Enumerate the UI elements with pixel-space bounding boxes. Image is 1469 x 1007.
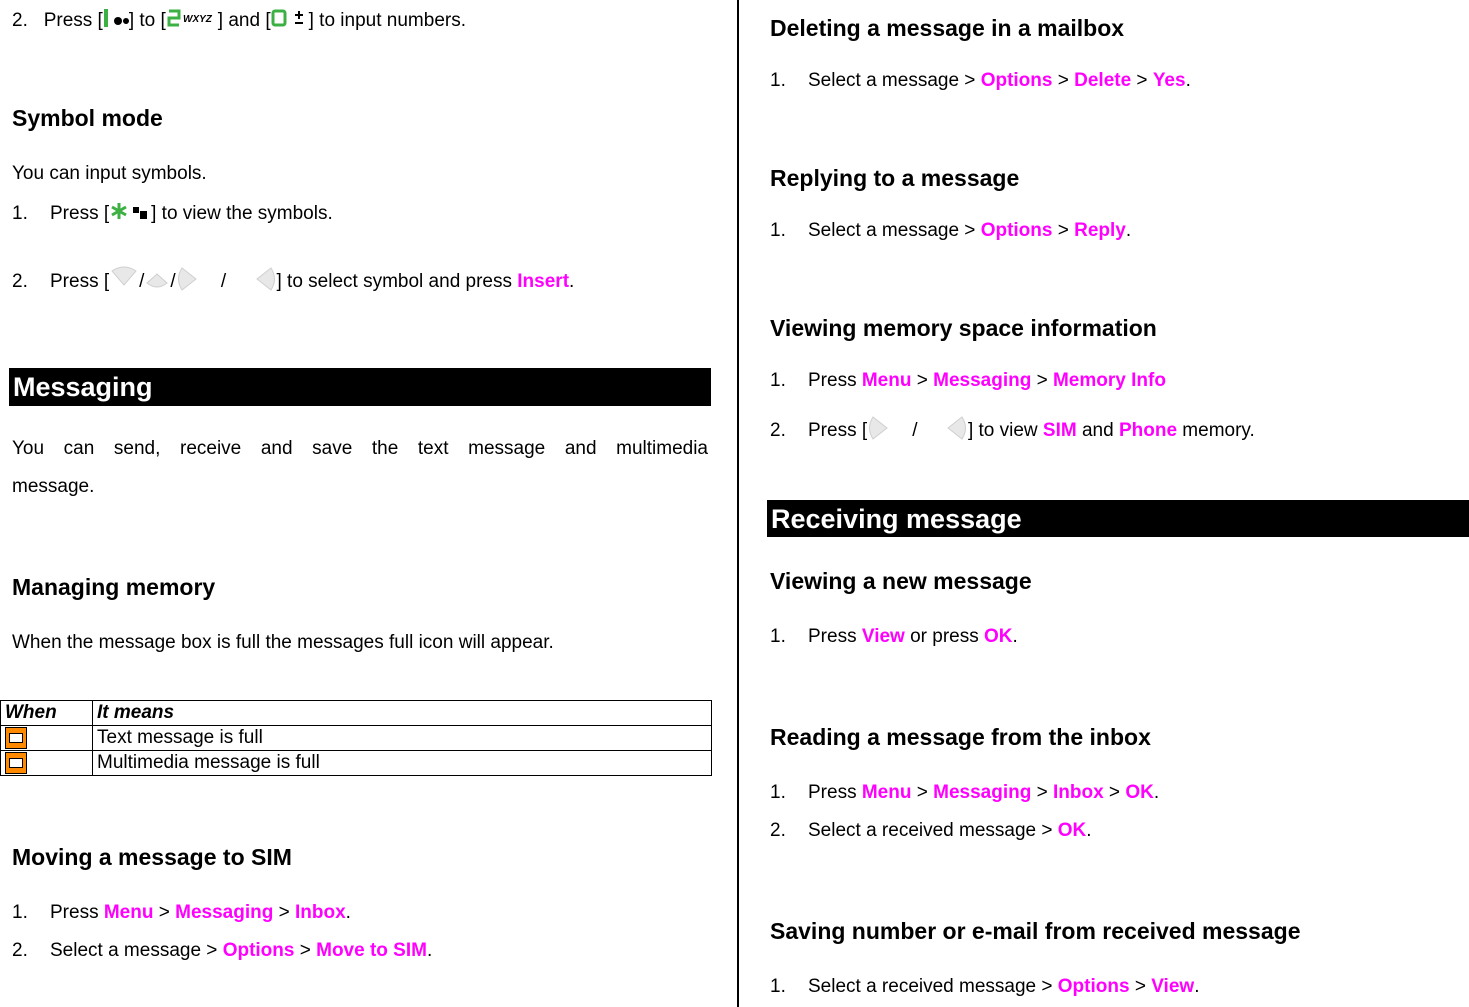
navigation-right-icon — [253, 265, 277, 299]
key-1-icon — [103, 8, 129, 34]
receiving-message-section-bar: Receiving message — [767, 500, 1469, 537]
navigation-left-icon — [867, 414, 891, 448]
table-row — [1, 726, 712, 751]
table-cell-meaning: Text message is full — [93, 726, 712, 751]
navigation-right-icon — [944, 414, 968, 448]
multimedia-message-full-icon — [5, 752, 27, 774]
memory-info-heading: Viewing memory space information — [770, 315, 1157, 341]
table-cell-meaning: Multimedia message is full — [93, 751, 712, 776]
new-message-step-1: 1. Press View or press OK. — [770, 626, 1018, 647]
managing-memory-heading: Managing memory — [12, 574, 216, 600]
star-key-icon — [109, 201, 151, 227]
deleting-step-1: 1. Select a message > Options > Delete > Yes. — [770, 70, 1191, 91]
saving-number-heading: Saving number or e-mail from received message — [770, 918, 1301, 944]
symbol-mode-heading: Symbol mode — [12, 105, 163, 131]
messaging-description-line-1: You can send, receive and save the text message and multimedia — [12, 438, 708, 459]
symbol-step-2: 2. Press [ / / / ] to select symbol and press Insert. — [12, 265, 574, 299]
key-9-wxyz-icon — [166, 8, 218, 34]
managing-memory-description: When the message box is full the messages full icon will appear. — [12, 632, 554, 653]
moving-step-1: 1. Press Menu > Messaging > Inbox. — [12, 902, 351, 923]
memory-full-table — [0, 700, 712, 776]
saving-step-1: 1. Select a received message > Options > View. — [770, 976, 1200, 997]
table-row — [1, 751, 712, 776]
navigation-down-icon — [144, 269, 170, 295]
inbox-step-1: 1. Press Menu > Messaging > Inbox > OK. — [770, 782, 1160, 803]
moving-step-2: 2. Select a message > Options > Move to SIM. — [12, 940, 433, 961]
messaging-section-bar: Messaging — [9, 368, 711, 406]
navigation-left-icon — [176, 265, 200, 299]
memory-step-1: 1. Press Menu > Messaging > Memory Info — [770, 370, 1166, 391]
messaging-description-line-2: message. — [12, 476, 95, 497]
deleting-message-heading: Deleting a message in a mailbox — [770, 15, 1125, 41]
viewing-new-message-heading: Viewing a new message — [770, 568, 1032, 594]
key-0-icon — [271, 8, 309, 34]
step-number: 2. — [12, 10, 28, 32]
symbol-step-1: 1. Press [ ] to view the symbols. — [12, 201, 333, 227]
reading-inbox-heading: Reading a message from the inbox — [770, 724, 1151, 750]
table-header-row — [1, 701, 712, 726]
text-message-full-icon — [5, 727, 27, 749]
svg-text:WXYZ: WXYZ — [182, 14, 212, 25]
column-divider — [737, 0, 739, 1007]
replying-step-1: 1. Select a message > Options > Reply. — [770, 220, 1132, 241]
inbox-step-2: 2. Select a received message > OK. — [770, 820, 1092, 841]
replying-message-heading: Replying to a message — [770, 165, 1020, 191]
table-header-it-means: It means — [93, 701, 712, 726]
table-header-when: When — [1, 701, 93, 726]
number-input-step: 2. Press [ ] to [ WXYZ ] and [ ] to input numbers. — [12, 8, 466, 34]
moving-to-sim-heading: Moving a message to SIM — [12, 844, 292, 870]
navigation-up-icon — [109, 265, 139, 299]
memory-step-2: 2. Press [ / ] to view SIM and Phone memory. — [770, 414, 1255, 448]
symbol-mode-description: You can input symbols. — [12, 163, 207, 184]
